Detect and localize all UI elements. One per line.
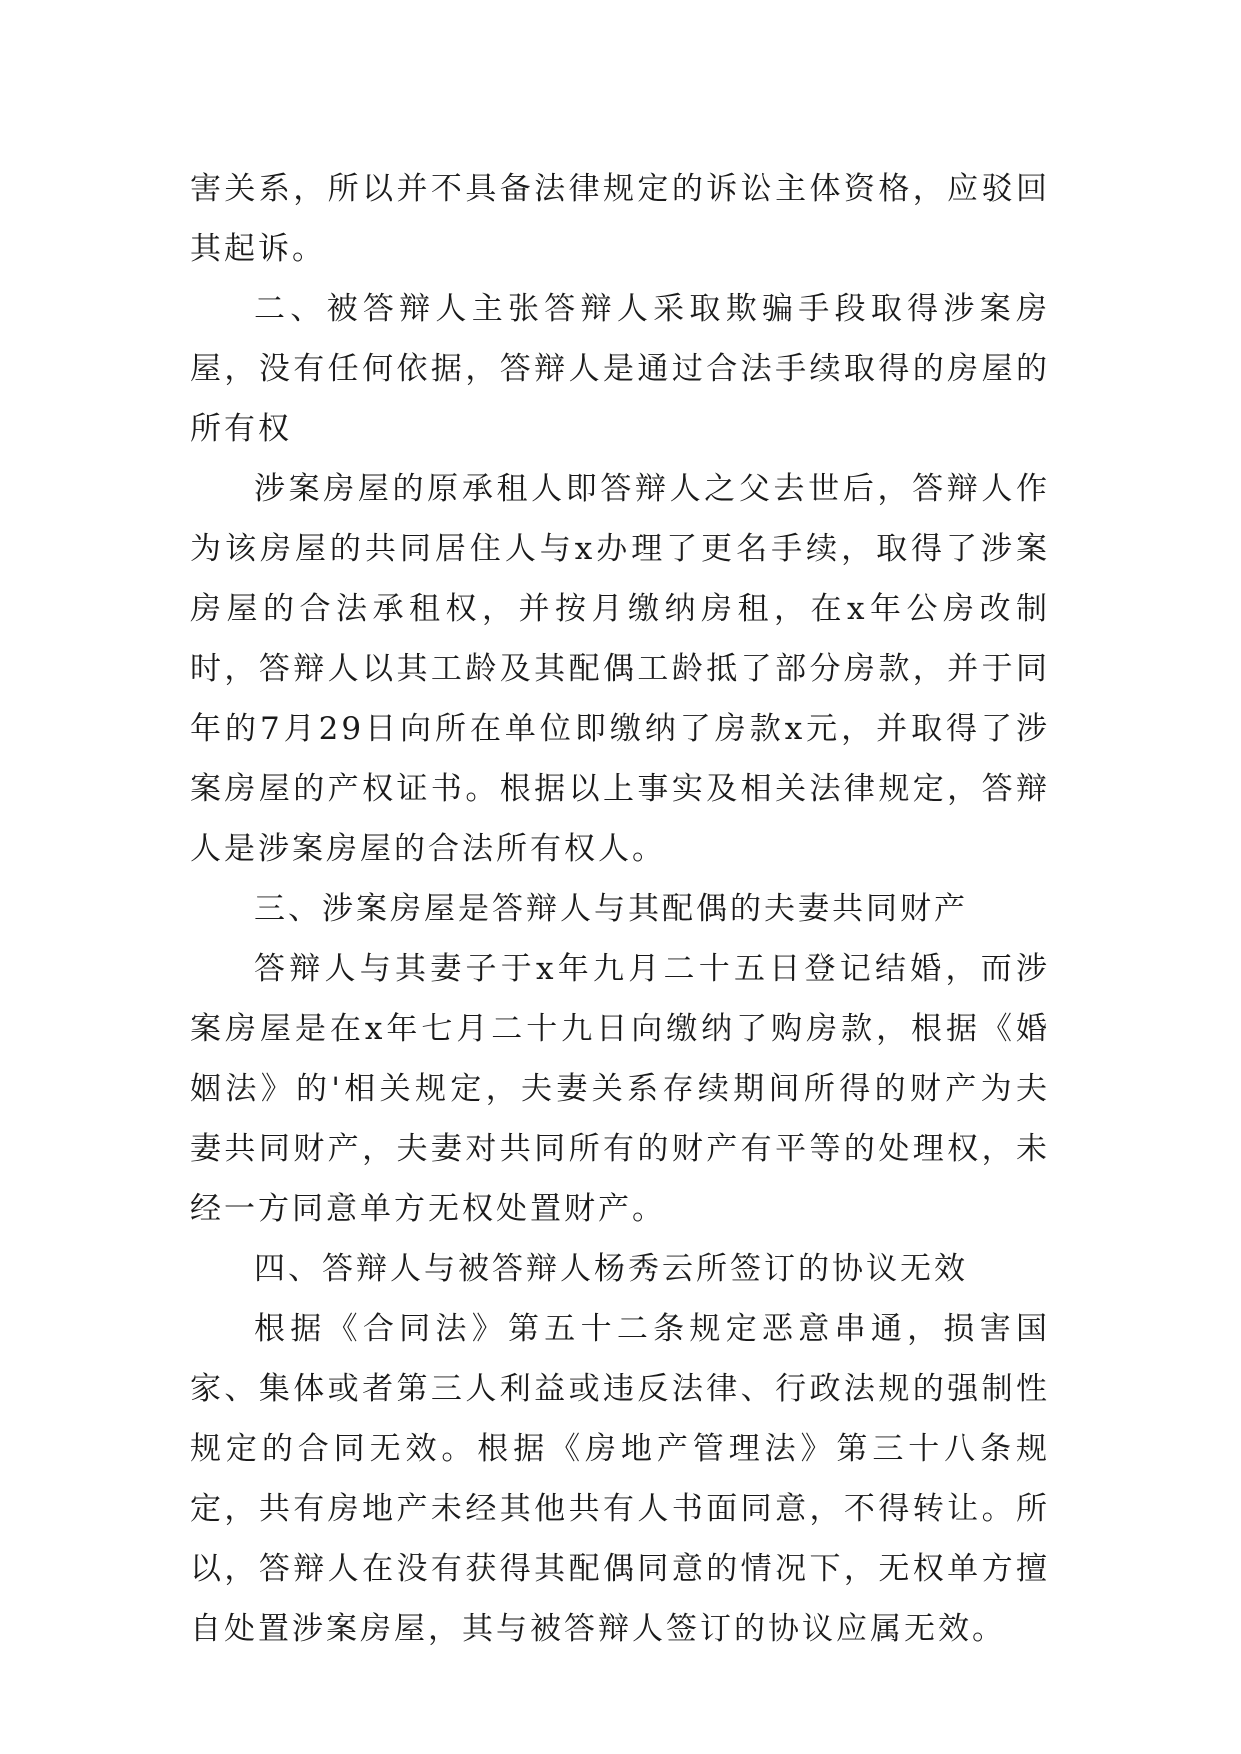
paragraph-heading-two: 二、被答辩人主张答辩人采取欺骗手段取得涉案房屋，没有任何依据，答辩人是通过合法手续取得的房屋的所有权: [190, 291, 1050, 447]
paragraph-continuation: 害关系，所以并不具备法律规定的诉讼主体资格，应驳回其起诉。: [190, 171, 1050, 267]
paragraph-heading-three: 三、涉案房屋是答辩人与其配偶的夫妻共同财产: [254, 891, 968, 927]
document-body: [190, 159, 1050, 1659]
paragraph-marital-property: 答辩人与其妻子于x年九月二十五日登记结婚，而涉案房屋是在x年七月二十九日向缴纳了购房款，根据《婚姻法》的'相关规定，夫妻关系存续期间所得的财产为夫妻共同财产，夫妻对共同所有的财产有平等的处理权，未经一方同意单方无权处置财产。: [190, 951, 1050, 1227]
paragraph-ownership-facts: 涉案房屋的原承租人即答辩人之父去世后，答辩人作为该房屋的共同居住人与x办理了更名手续，取得了涉案房屋的合法承租权，并按月缴纳房租，在x年公房改制时，答辩人以其工龄及其配偶工龄抵了部分房款，并于同年的7月29日向所在单位即缴纳了房款x元，并取得了涉案房屋的产权证书。根据以上事实及相关法律规定，答辩人是涉案房屋的合法所有权人。: [190, 471, 1050, 867]
paragraph-contract-invalid: 根据《合同法》第五十二条规定恶意串通，损害国家、集体或者第三人利益或违反法律、行政法规的强制性规定的合同无效。根据《房地产管理法》第三十八条规定，共有房地产未经其他共有人书面同意，不得转让。所以，答辩人在没有获得其配偶同意的情况下，无权单方擅自处置涉案房屋，其与被答辩人签订的协议应属无效。: [190, 1311, 1050, 1647]
paragraph-heading-four: 四、答辩人与被答辩人杨秀云所签订的协议无效: [254, 1251, 968, 1287]
